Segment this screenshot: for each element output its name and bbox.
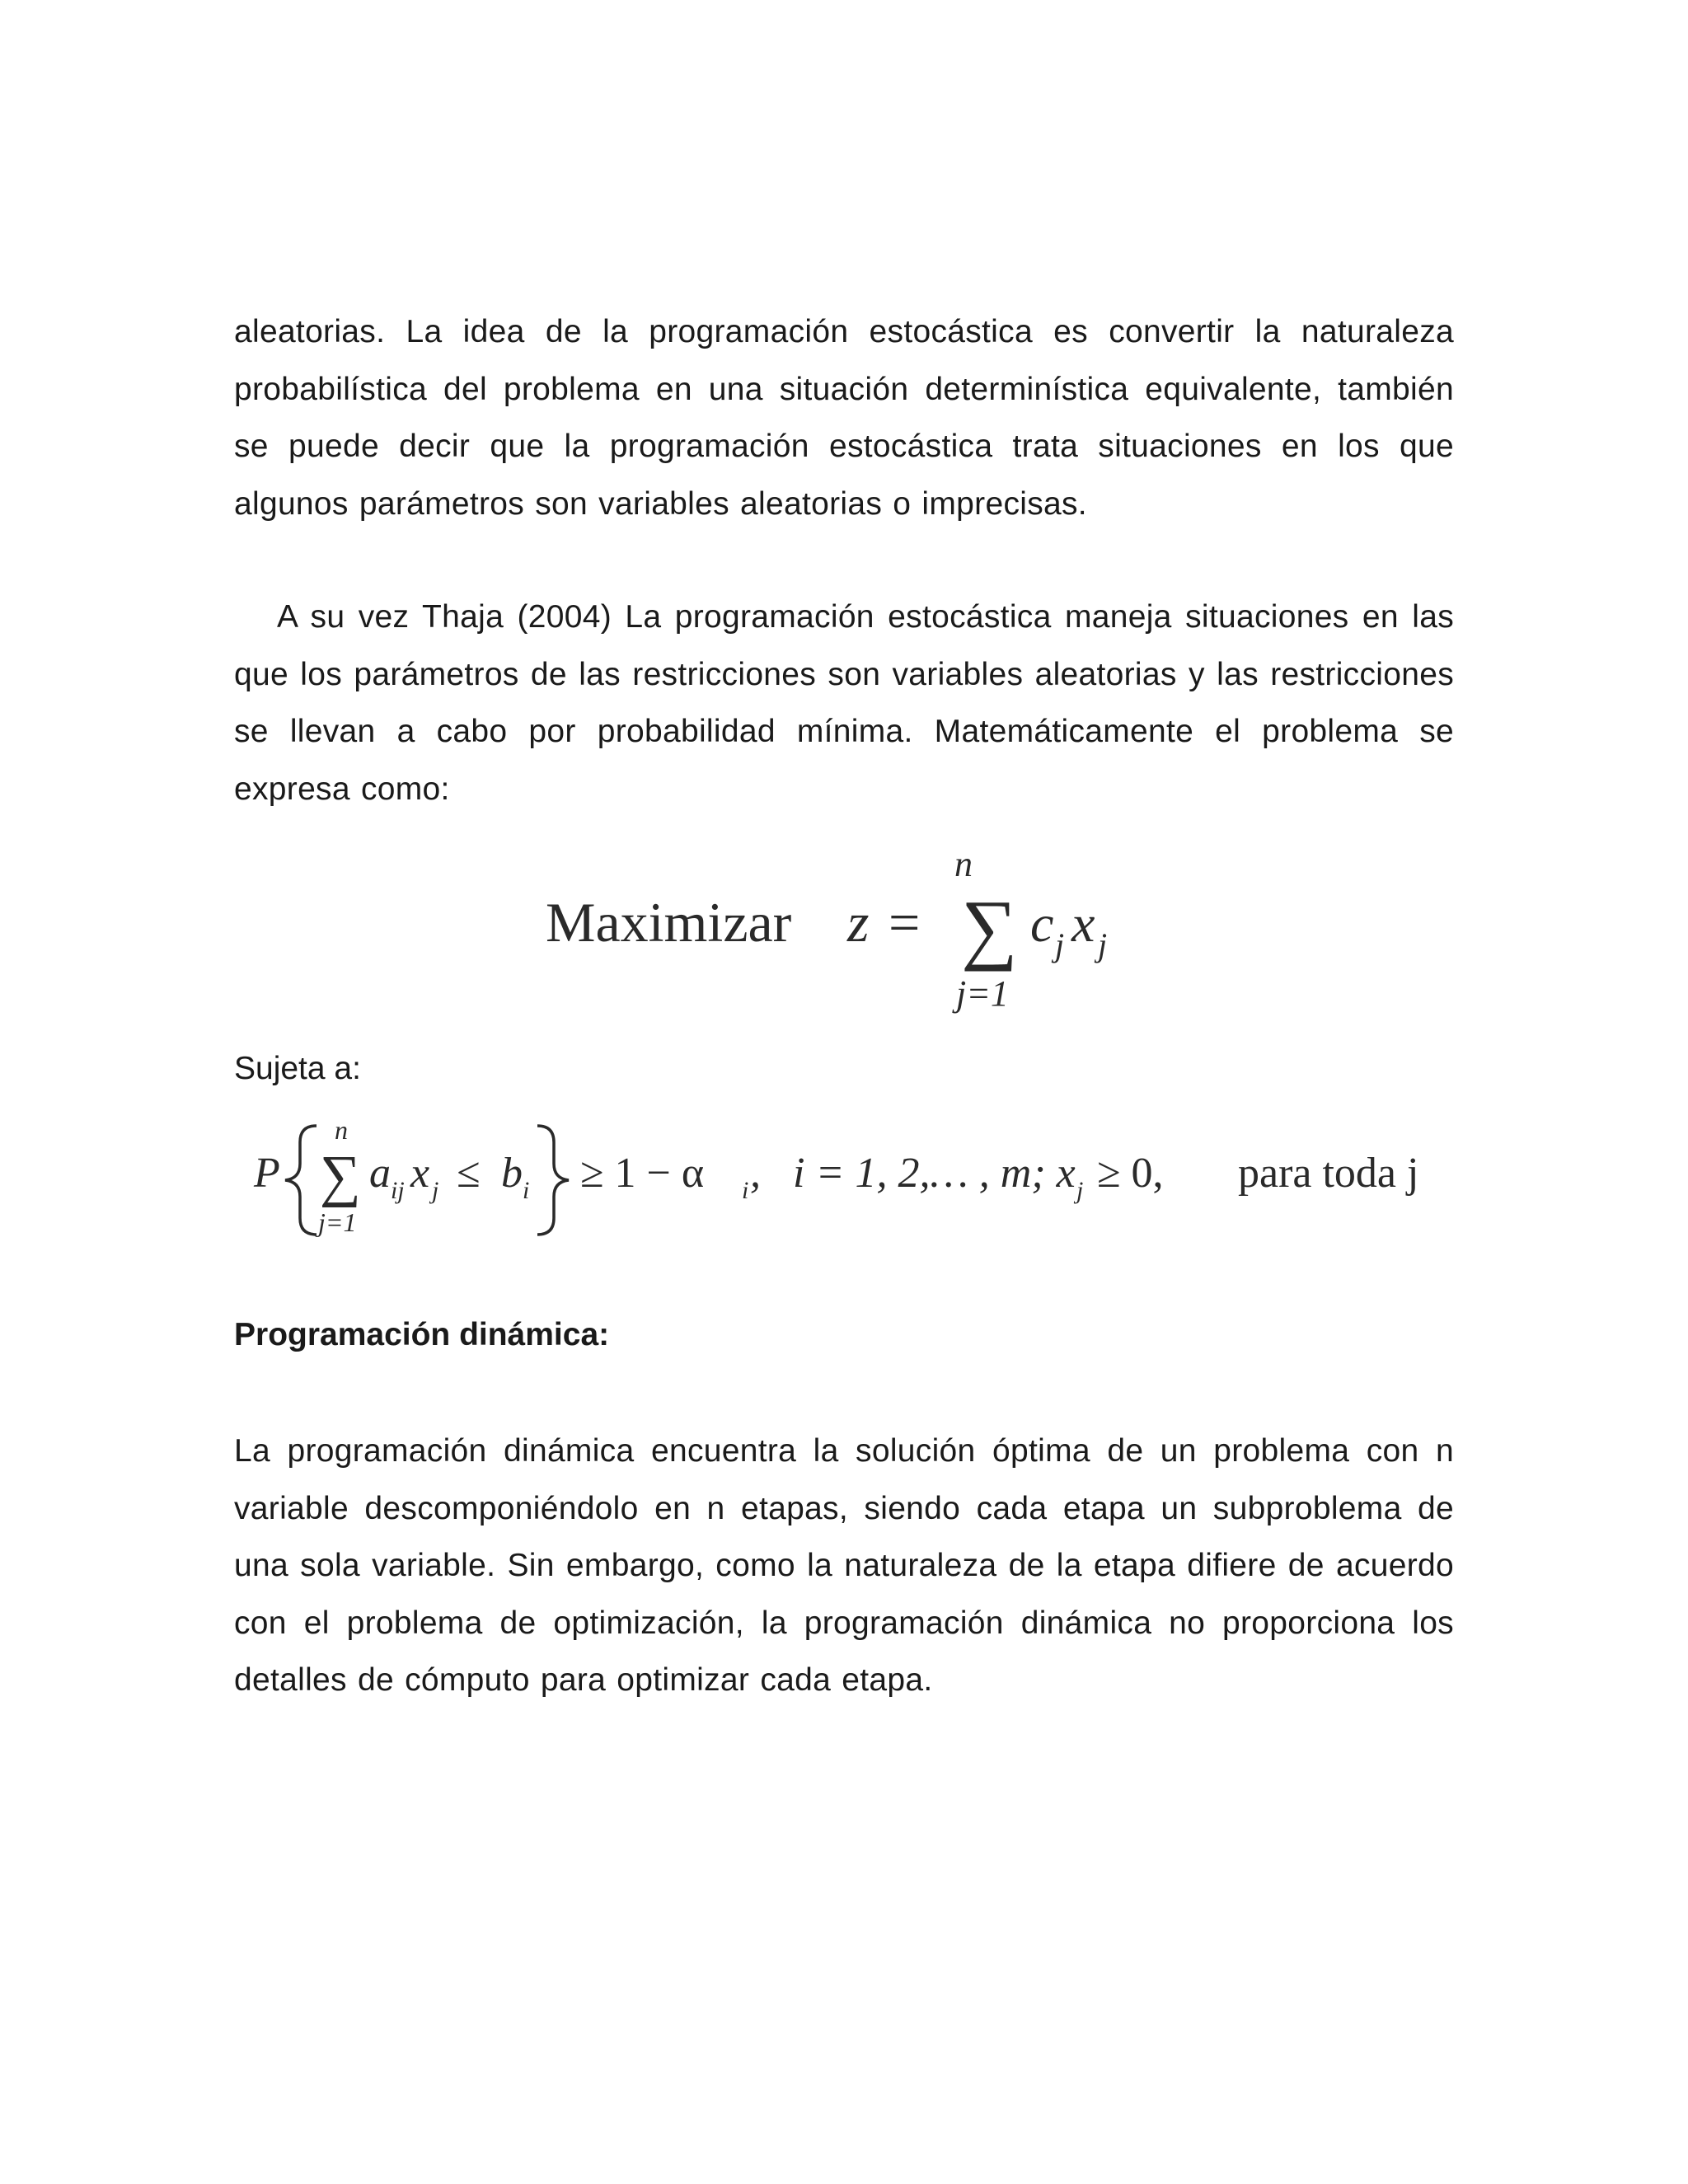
equation-constraint [252, 1119, 1456, 1243]
section-heading: Programación dinámica: [234, 1317, 610, 1352]
eq1-x-sub: j [1098, 926, 1108, 963]
eq2-a: a [369, 1150, 391, 1197]
eq1-x: x [1071, 894, 1095, 953]
eq1-z: z [847, 891, 870, 954]
eq2-P: P [254, 1150, 280, 1197]
eq1-sigma: ∑ [961, 883, 1018, 972]
eq2-b: b [501, 1150, 523, 1197]
eq1-equals: = [889, 891, 921, 954]
eq2-le: ≤ [457, 1150, 481, 1197]
paragraph-dynamic-programming: La programación dinámica encuentra la solución óptima de un problema con n variable descomponiéndolo en n etapas, siendo cada etapa un subproblema de una sola variable. Sin embargo, como la naturaleza de la etapa difiere de acuerdo con el problema de optimización, la programación dinámica no proporciona los detalles de cómputo para optimizar cada etapa. [234, 1433, 1454, 1698]
eq1-upper-limit: n [954, 849, 973, 884]
eq2-b-sub: i [523, 1177, 530, 1204]
equation-maximize [544, 849, 1137, 1022]
subject-to-label: Sujeta a: [234, 1051, 361, 1086]
eq2-upper-limit: n [335, 1119, 348, 1145]
eq2-lower-limit: j=1 [318, 1207, 357, 1237]
eq2-ge-part: ≥ 1 − α [580, 1150, 705, 1197]
eq2-tail: para toda j [1238, 1150, 1419, 1197]
eq2-x2-sub: j [1076, 1177, 1084, 1204]
eq2-left-brace [285, 1126, 316, 1235]
eq2-x: x [410, 1150, 430, 1197]
paragraph-thaja: A su vez Thaja (2004) La programación estocástica maneja situaciones en las que los parámetros de las restricciones son variables aleatorias y las restricciones se llevan a cabo por probabilidad mínima. Matemáticamente el problema se expresa como: [234, 599, 1454, 807]
eq1-c-sub: j [1055, 926, 1065, 963]
eq2-x-sub: j [432, 1177, 439, 1204]
eq1-lower-limit: j=1 [956, 973, 1009, 1014]
eq2-a-sub: ij [391, 1177, 405, 1204]
eq2-sigma: ∑ [320, 1145, 361, 1208]
eq2-index-part: , i = 1, 2,… , m; x [750, 1150, 1076, 1197]
eq2-right-brace [537, 1126, 569, 1235]
eq2-alpha-sub: i [742, 1177, 749, 1204]
paragraph-stochastic-intro: aleatorias. La idea de la programación estocástica es convertir la naturaleza probabilística del problema en una situación determinística equivalente, también se puede decir que la programación estocástica trata situaciones en los que algunos parámetros son variables aleatorias o imprecisas. [234, 314, 1454, 522]
eq1-c: c [1030, 894, 1054, 953]
eq2-nonneg: ≥ 0, [1086, 1150, 1164, 1197]
eq1-word: Maximizar [546, 891, 792, 954]
